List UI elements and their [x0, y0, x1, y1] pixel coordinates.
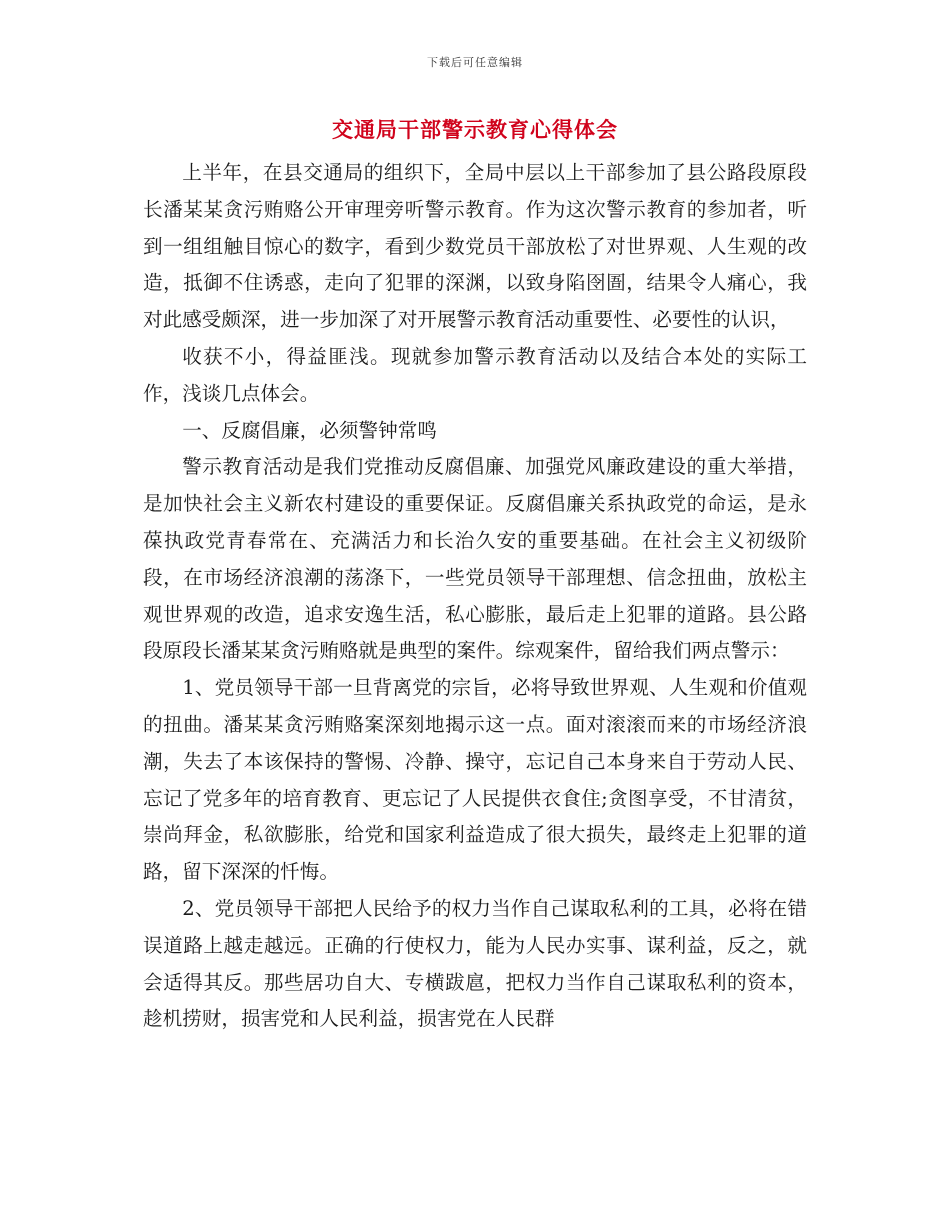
document-title: 交通局干部警示教育心得体会: [332, 117, 618, 142]
paragraph-section-1: 警示教育活动是我们党推动反腐倡廉、加强党风廉政建设的重大举措，是加快社会主义新农村建设的重要保证。反腐倡廉关系执政党的命运，是永葆执政党青春常在、充满活力和长治久安的重要基础。在社会主义初级阶段，在市场经济浪潮的荡涤下，一些党员领导干部理想、信念扭曲，放松主观世界观的改造，追求安逸生活，私心膨胀，最后走上犯罪的道路。县公路段原段长潘某某贪污贿赂就是典型的案件。综观案件，留给我们两点警示：: [143, 455, 807, 663]
page-header-note: 下载后可任意编辑: [427, 56, 523, 69]
paragraph-intro: 上半年，在县交通局的组织下，全局中层以上干部参加了县公路段原段长潘某某贪污贿赂公开审理旁听警示教育。作为这次警示教育的参加者，听到一组组触目惊心的数字，看到少数党员干部放松了对世界观、人生观的改造，抵御不住诱惑，走向了犯罪的深渊，以致身陷囹圄，结果令人痛心，我对此感受颇深，进一步加深了对开展警示教育活动重要性、必要性的认识，: [143, 161, 807, 332]
paragraph-harvest: 收获不小，得益匪浅。现就参加警示教育活动以及结合本处的实际工作，浅谈几点体会。: [143, 344, 807, 405]
section-heading-1: 一、反腐倡廉，必须警钟常鸣: [182, 418, 437, 442]
paragraph-point-2: 2、党员领导干部把人民给予的权力当作自己谋取私利的工具，必将在错误道路上越走越远。正确的行使权力，能为人民办实事、谋利益，反之，就会适得其反。那些居功自大、专横跋扈，把权力当作自己谋取私利的资本，趁机捞财，损害党和人民利益，损害党在人民群: [143, 896, 807, 1031]
paragraph-point-1: 1、党员领导干部一旦背离党的宗旨，必将导致世界观、人生观和价值观的扭曲。潘某某贪污贿赂案深刻地揭示这一点。面对滚滚而来的市场经济浪潮，失去了本该保持的警惕、冷静、操守，忘记自己本身来自于劳动人民、忘记了党多年的培育教育、更忘记了人民提供衣食住;贪图享受，不甘清贫，崇尚拜金，私欲膨胀，给党和国家利益造成了很大损失，最终走上犯罪的道路，留下深深的忏悔。: [143, 676, 807, 884]
document-body: [143, 155, 807, 1038]
